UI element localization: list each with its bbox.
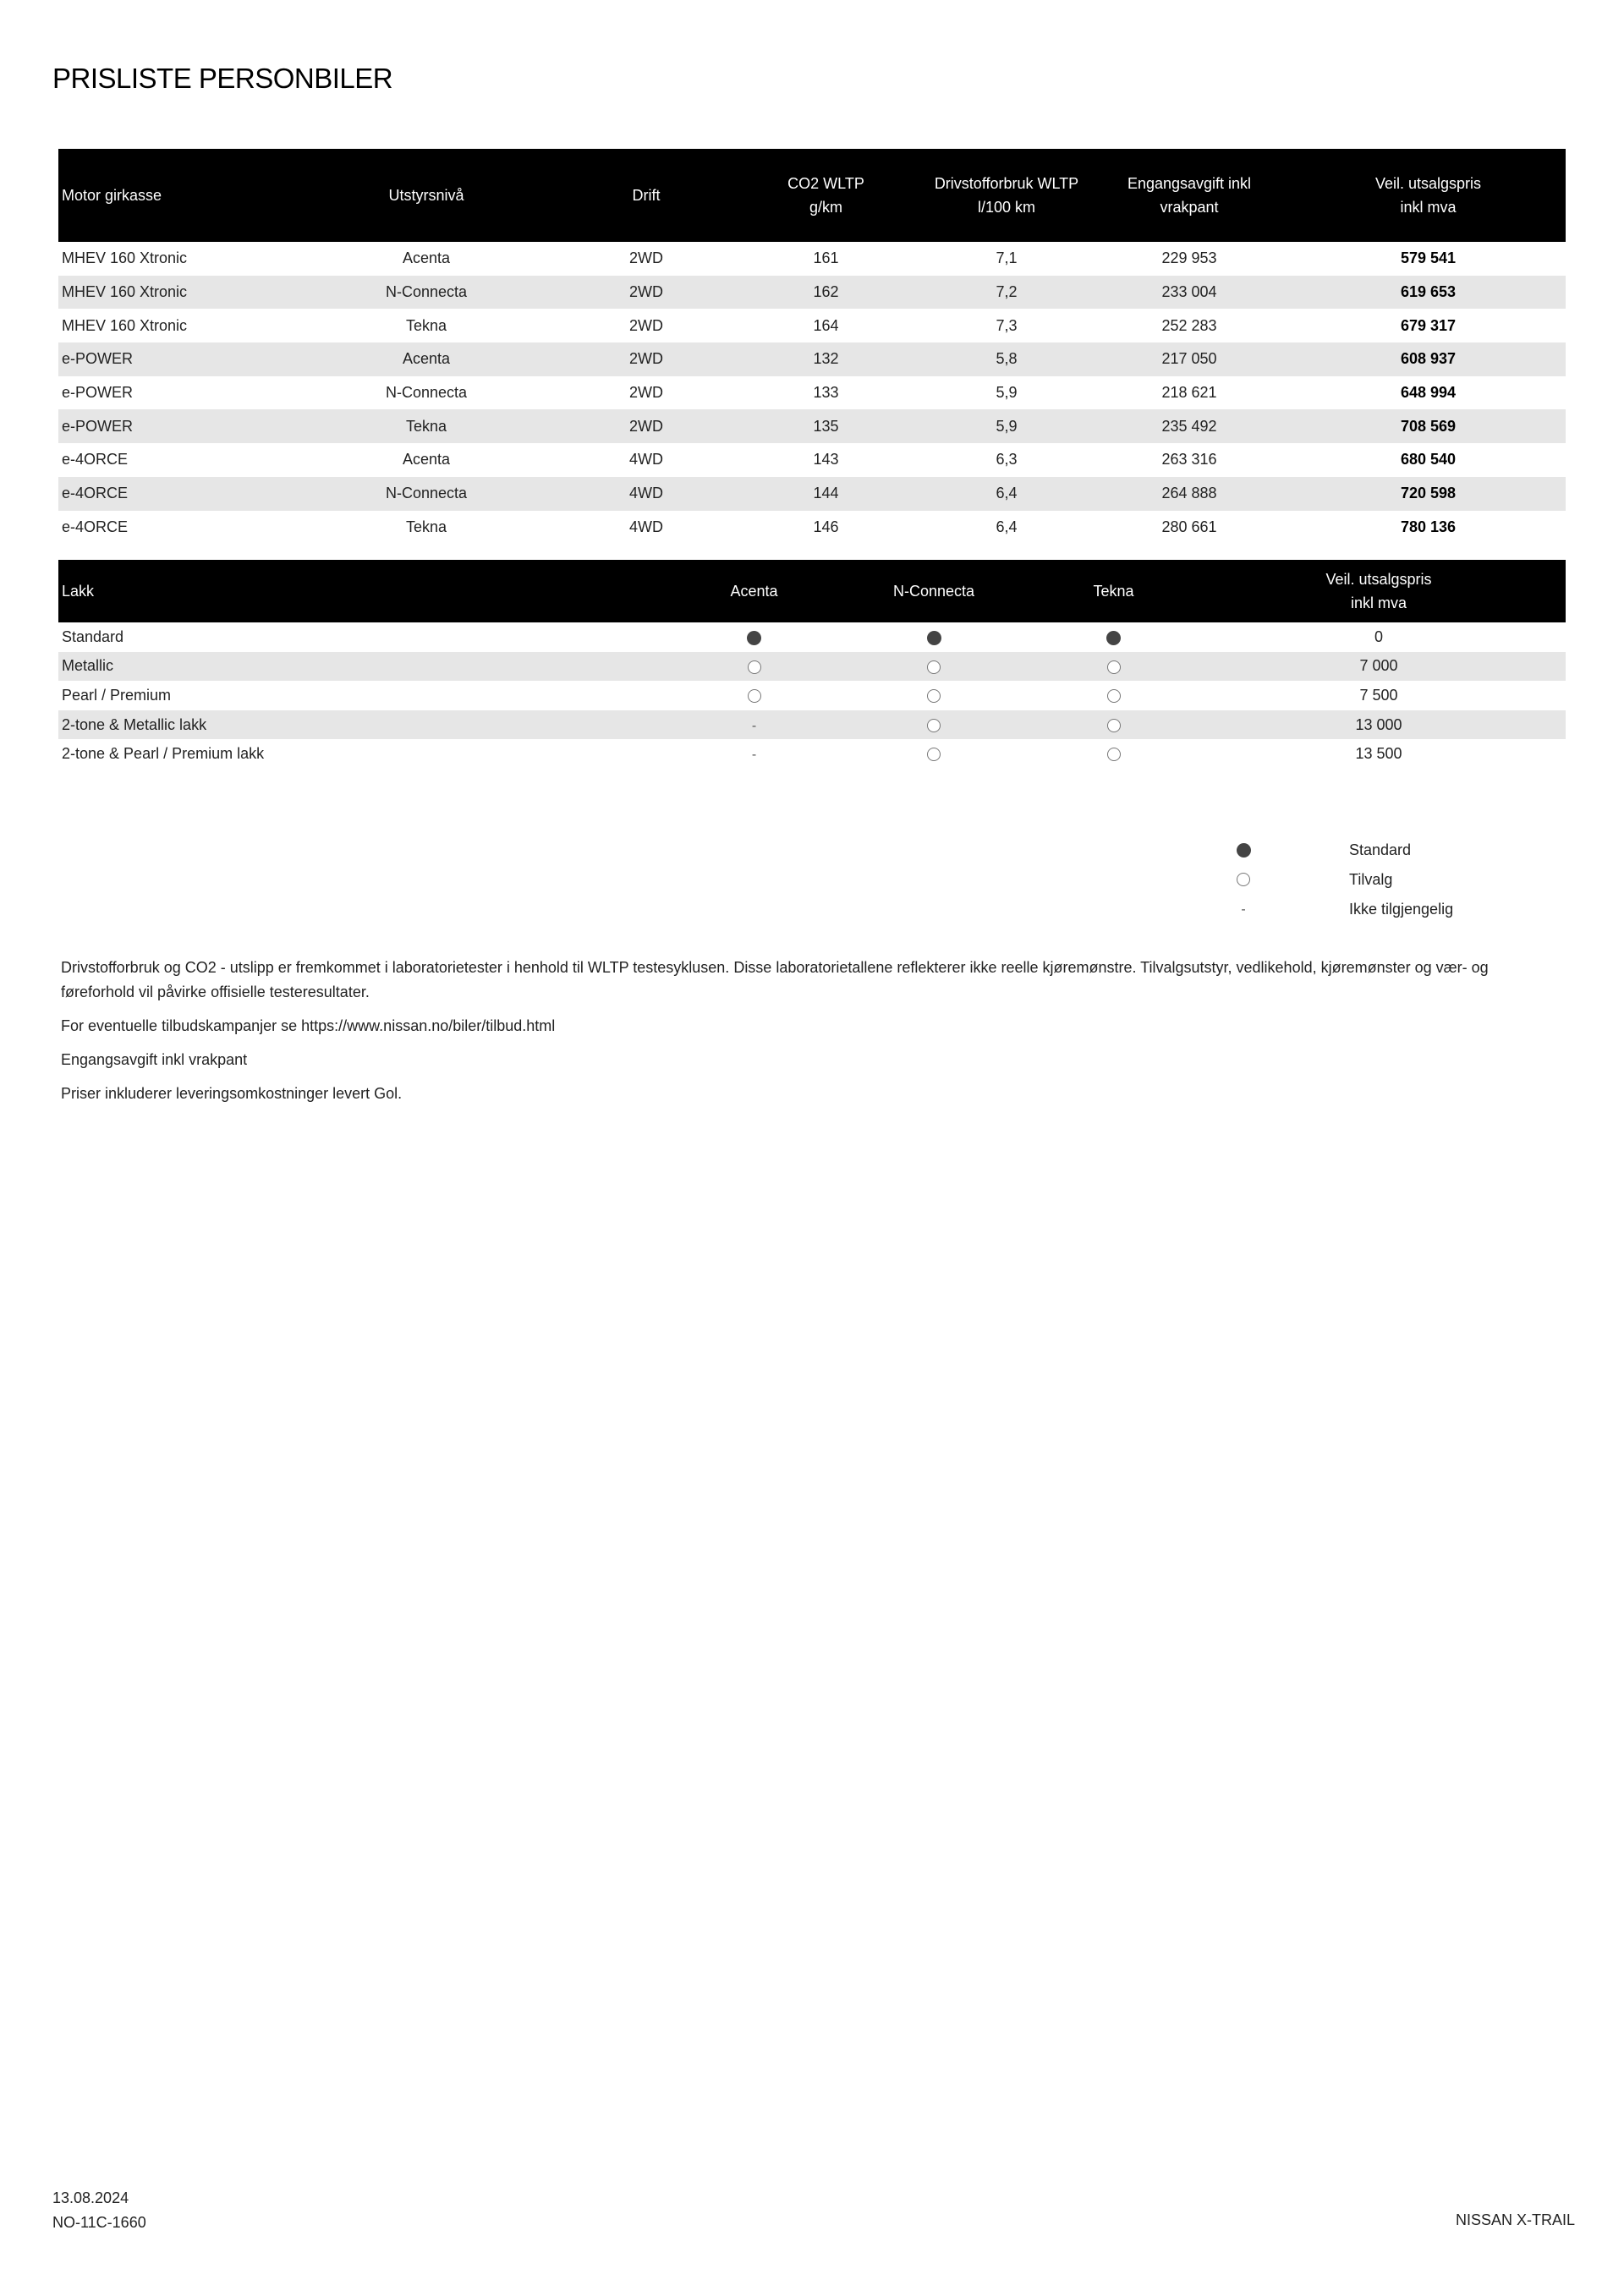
legend-symbol — [1231, 902, 1256, 918]
paint-table-header — [58, 560, 1566, 622]
notes — [61, 956, 1516, 1115]
legend-item — [1231, 895, 1454, 924]
dash-icon: - — [751, 718, 757, 733]
cell-drive: 4WD — [629, 518, 663, 535]
header-price: Veil. utsalgspris inkl mva — [1291, 149, 1566, 242]
cell-nconnecta — [832, 622, 1035, 652]
header-motor: Motor girkasse — [58, 149, 287, 242]
cell-price: 679 317 — [1400, 316, 1457, 334]
cell-level: Acenta — [402, 451, 451, 469]
cell-co2: 164 — [813, 316, 839, 334]
cell-nconnecta — [832, 652, 1035, 682]
cell-drive: 4WD — [629, 451, 663, 469]
cell-co2: 143 — [813, 451, 839, 469]
note-paragraph: Priser inkluderer leveringsomkostninger levert Gol. — [61, 1085, 403, 1102]
cell-fuel: 5,9 — [925, 409, 1088, 443]
open-circle-icon — [927, 689, 941, 703]
cell-level: Acenta — [287, 342, 566, 376]
open-circle-icon — [1107, 719, 1121, 732]
cell-co2: 146 — [813, 518, 839, 535]
cell-nconnecta — [832, 681, 1035, 710]
cell-level: Tekna — [405, 316, 447, 334]
open-circle-icon — [927, 748, 941, 761]
cell-fuel: 7,3 — [996, 316, 1018, 334]
cell-motor: MHEV 160 Xtronic — [62, 249, 188, 267]
price-row — [58, 309, 1566, 342]
footer-left — [52, 2186, 146, 2235]
cell-lakk: 2-tone & Metallic lakk — [58, 710, 676, 740]
cell-fuel: 7,1 — [996, 249, 1018, 267]
note-paragraph: For eventuelle tilbudskampanjer se https://www.nissan.no/biler/tilbud.html — [61, 1017, 556, 1034]
cell-fuel: 5,9 — [996, 384, 1018, 402]
price-row — [58, 511, 1566, 545]
cell-tekna — [1035, 739, 1192, 769]
cell-fuel: 6,4 — [925, 477, 1088, 511]
cell-paint-price: 7 000 — [1192, 652, 1566, 682]
open-circle-icon — [1107, 689, 1121, 703]
header-lakk: Lakk — [58, 560, 676, 622]
header-acenta: Acenta — [676, 560, 832, 622]
cell-fuel: 7,2 — [925, 276, 1088, 310]
cell-motor: e-POWER — [62, 384, 134, 402]
price-row — [58, 342, 1566, 376]
filled-circle-icon — [747, 631, 761, 645]
cell-acenta — [676, 622, 832, 652]
cell-price: 648 994 — [1400, 384, 1457, 402]
cell-tekna — [1035, 622, 1192, 652]
cell-co2: 144 — [727, 477, 925, 511]
header-paint-price: Veil. utsalgspris inkl mva — [1192, 560, 1566, 622]
cell-fee: 233 004 — [1088, 276, 1291, 310]
cell-co2: 133 — [813, 384, 839, 402]
open-circle-icon — [1107, 748, 1121, 761]
header-co2: CO2 WLTP g/km — [727, 149, 925, 242]
footer-code: NO-11C-1660 — [52, 2214, 146, 2231]
cell-motor: e-4ORCE — [62, 518, 129, 535]
open-circle-icon — [748, 689, 761, 703]
cell-motor: e-4ORCE — [62, 451, 129, 469]
legend-label: Ikke tilgjengelig — [1349, 901, 1454, 918]
cell-acenta — [676, 710, 832, 740]
legend — [1231, 836, 1454, 924]
legend-item — [1231, 865, 1393, 895]
legend-label: Standard — [1349, 841, 1412, 858]
price-row — [58, 276, 1566, 310]
cell-lakk: 2-tone & Pearl / Premium lakk — [62, 745, 265, 763]
cell-price: 708 569 — [1291, 409, 1566, 443]
cell-nconnecta — [832, 739, 1035, 769]
note-paragraph: Engangsavgift inkl vrakpant — [61, 1051, 248, 1068]
paint-table — [58, 560, 1566, 769]
cell-lakk: Standard — [62, 627, 124, 645]
paint-row — [58, 739, 1566, 769]
cell-drive: 2WD — [566, 409, 727, 443]
cell-lakk: Pearl / Premium — [62, 686, 172, 704]
open-circle-icon — [927, 719, 941, 732]
cell-motor: e-4ORCE — [58, 477, 287, 511]
price-table — [58, 149, 1566, 544]
cell-price: 720 598 — [1291, 477, 1566, 511]
cell-fee: 263 316 — [1161, 451, 1217, 469]
cell-fuel: 6,4 — [996, 518, 1018, 535]
cell-co2: 161 — [813, 249, 839, 267]
cell-fuel: 5,8 — [925, 342, 1088, 376]
cell-co2: 135 — [727, 409, 925, 443]
cell-tekna — [1035, 681, 1192, 710]
cell-level: N-Connecta — [385, 384, 468, 402]
header-level: Utstyrsnivå — [287, 149, 566, 242]
open-circle-icon — [1107, 660, 1121, 674]
cell-fee: 252 283 — [1161, 316, 1217, 334]
header-nconnecta: N-Connecta — [832, 560, 1035, 622]
cell-level: N-Connecta — [287, 477, 566, 511]
open-circle-icon — [927, 660, 941, 674]
cell-fuel: 6,3 — [996, 451, 1018, 469]
cell-fee: 218 621 — [1161, 384, 1217, 402]
filled-circle-icon — [1106, 631, 1121, 645]
price-row — [58, 477, 1566, 511]
cell-level: N-Connecta — [287, 276, 566, 310]
cell-motor: e-POWER — [58, 409, 287, 443]
page-title: PRISLISTE PERSONBILER — [52, 63, 393, 94]
header-fuel: Drivstofforbruk WLTP l/100 km — [925, 149, 1088, 242]
cell-price: 680 540 — [1400, 451, 1457, 469]
filled-circle-icon — [1237, 843, 1251, 858]
cell-price: 608 937 — [1291, 342, 1566, 376]
cell-tekna — [1035, 652, 1192, 682]
footer-date: 13.08.2024 — [52, 2189, 129, 2206]
cell-fee: 280 661 — [1161, 518, 1217, 535]
price-row — [58, 443, 1566, 477]
cell-fee: 264 888 — [1088, 477, 1291, 511]
dash-icon: - — [1241, 901, 1246, 917]
filled-circle-icon — [927, 631, 941, 645]
cell-paint-price: 0 — [1374, 627, 1383, 645]
paint-row — [58, 652, 1566, 682]
cell-fee: 229 953 — [1161, 249, 1217, 267]
paint-row — [58, 710, 1566, 740]
header-fee: Engangsavgift inkl vrakpant — [1088, 149, 1291, 242]
cell-tekna — [1035, 710, 1192, 740]
legend-label: Tilvalg — [1349, 871, 1393, 888]
cell-motor: MHEV 160 Xtronic — [62, 316, 188, 334]
price-table-header — [58, 149, 1566, 242]
cell-acenta — [676, 652, 832, 682]
cell-drive: 2WD — [566, 342, 727, 376]
legend-item — [1231, 836, 1412, 865]
cell-nconnecta — [832, 710, 1035, 740]
cell-drive: 4WD — [566, 477, 727, 511]
cell-price: 780 136 — [1400, 518, 1457, 535]
cell-co2: 162 — [727, 276, 925, 310]
open-circle-icon — [748, 660, 761, 674]
price-row — [58, 376, 1566, 410]
cell-acenta — [676, 739, 832, 769]
price-row — [58, 242, 1566, 276]
cell-drive: 2WD — [629, 249, 663, 267]
header-tekna: Tekna — [1035, 560, 1192, 622]
legend-symbol — [1231, 843, 1256, 858]
cell-drive: 2WD — [629, 384, 663, 402]
cell-paint-price: 7 500 — [1359, 686, 1398, 704]
paint-row — [58, 681, 1566, 710]
paint-row — [58, 622, 1566, 652]
cell-motor: e-POWER — [58, 342, 287, 376]
note-paragraph: Drivstofforbruk og CO2 - utslipp er fremkommet i laboratorietester i henhold til WLTP testesyklusen. Disse laboratorietallene reflekterer ikke reelle kjøremønstre. Tilvalgsutstyr, vedlikehold, kjøremønster og vær- og føreforhold vil påvirke offisielle testeresultater. — [61, 959, 1489, 1000]
cell-motor: MHEV 160 Xtronic — [58, 276, 287, 310]
header-drive: Drift — [566, 149, 727, 242]
cell-paint-price: 13 500 — [1355, 745, 1402, 763]
cell-drive: 2WD — [566, 276, 727, 310]
footer-model: NISSAN X-TRAIL — [1455, 2211, 1575, 2228]
cell-co2: 132 — [727, 342, 925, 376]
cell-lakk: Metallic — [58, 652, 676, 682]
cell-price: 579 541 — [1400, 249, 1457, 267]
cell-drive: 2WD — [629, 316, 663, 334]
cell-level: Acenta — [402, 249, 451, 267]
legend-symbol — [1231, 873, 1256, 888]
cell-fee: 217 050 — [1088, 342, 1291, 376]
cell-price: 619 653 — [1291, 276, 1566, 310]
cell-level: Tekna — [287, 409, 566, 443]
price-row — [58, 409, 1566, 443]
cell-paint-price: 13 000 — [1192, 710, 1566, 740]
cell-acenta — [676, 681, 832, 710]
dash-icon: - — [751, 748, 757, 763]
cell-fee: 235 492 — [1088, 409, 1291, 443]
cell-level: Tekna — [405, 518, 447, 535]
open-circle-icon — [1237, 873, 1250, 886]
